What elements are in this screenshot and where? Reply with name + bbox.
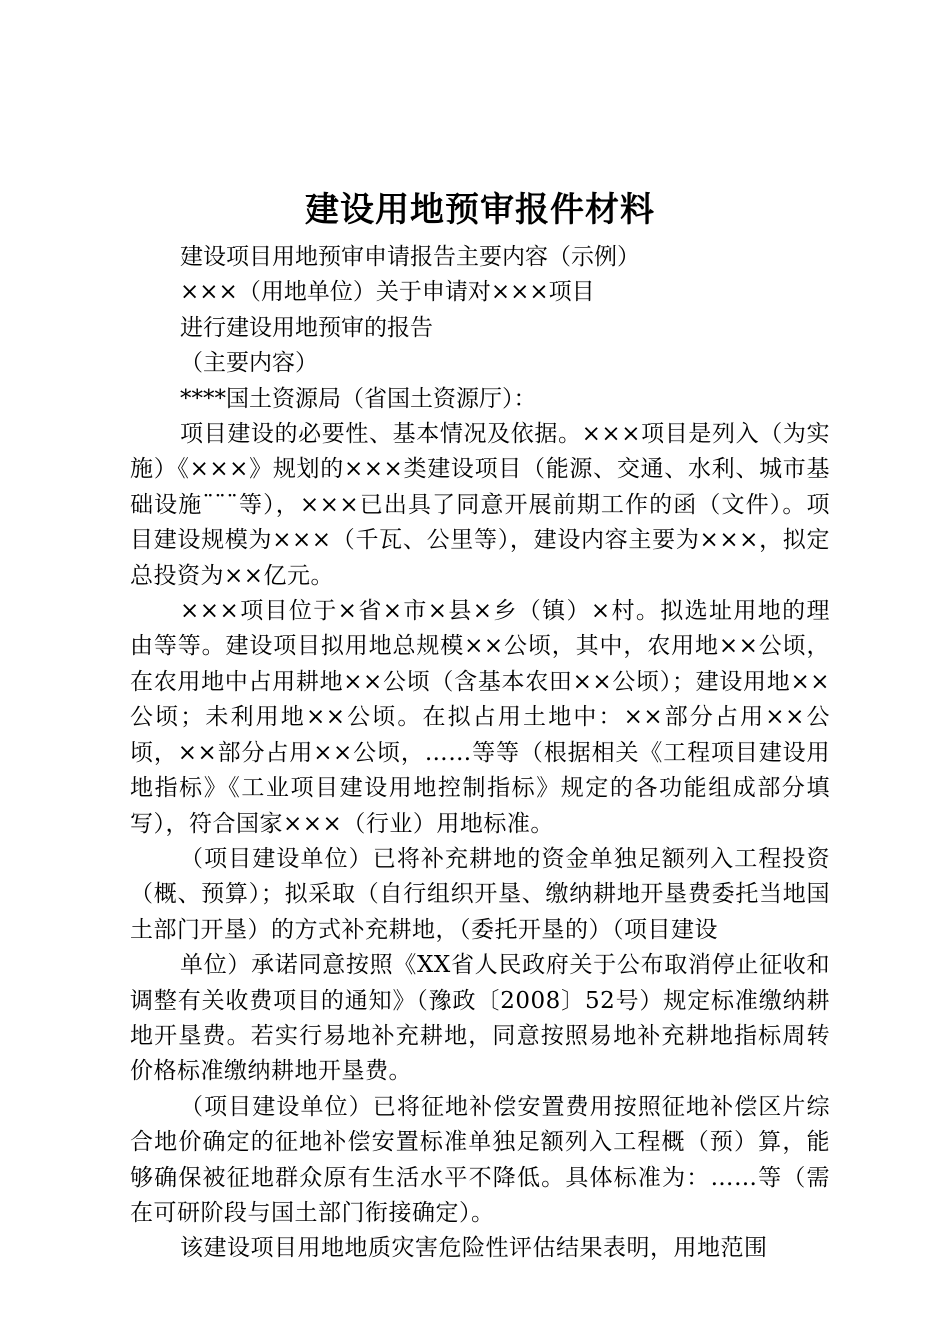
heading-line-2: ×××（用地单位）关于申请对×××项目 bbox=[180, 279, 595, 306]
addressee-line: ****国土资源局（省国土资源厅）： bbox=[180, 385, 537, 412]
paragraph-4: 单位）承诺同意按照《XX省人民政府关于公布取消停止征收和调整有关收费项目的通知》（豫政〔2008〕52号）规定标准缴纳耕地开垦费。若实行易地补充耕地，同意按照易地补充耕地指标周转价格标准缴纳耕地开垦费。 bbox=[130, 952, 830, 1085]
document-title: 建设用地预审报件材料 bbox=[305, 190, 655, 230]
heading-line-3: 进行建设用地预审的报告 bbox=[180, 314, 433, 341]
paragraph-2: ×××项目位于×省×市×县×乡（镇）×村。拟选址用地的理由等等。建设项目拟用地总规模××公顷，其中，农用地××公顷，在农用地中占用耕地××公顷（含基本农田××公顷）；建设用地××公顷；未利用地××公顷。在拟占用土地中：××部分占用××公顷，××部分占用××公顷，……等等（根据相关《工程项目建设用地指标》《工业项目建设用地控制指标》规定的各功能组成部分填写），符合国家×××（行业）用地标准。 bbox=[130, 598, 830, 837]
paragraph-1: 项目建设的必要性、基本情况及依据。×××项目是列入（为实施）《×××》规划的×××类建设项目（能源、交通、水利、城市基础设施¨¨¨等），×××已出具了同意开展前期工作的函（文件）。项目建设规模为×××（千瓦、公里等），建设内容主要为×××，拟定总投资为××亿元。 bbox=[130, 421, 830, 589]
paragraph-5: （项目建设单位）已将征地补偿安置费用按照征地补偿区片综合地价确定的征地补偿安置标准单独足额列入工程概（预）算，能够确保被征地群众原有生活水平不降低。具体标准为：……等（需在可研阶段与国土部门衔接确定）。 bbox=[130, 1093, 830, 1226]
heading-line-4: （主要内容） bbox=[180, 350, 318, 377]
paragraph-3: （项目建设单位）已将补充耕地的资金单独足额列入工程投资（概、预算）；拟采取（自行组织开垦、缴纳耕地开垦费委托当地国土部门开垦）的方式补充耕地，（委托开垦的）（项目建设 bbox=[130, 845, 830, 943]
heading-line-1: 建设项目用地预审申请报告主要内容（示例） bbox=[180, 244, 640, 270]
paragraph-6: 该建设项目用地地质灾害危险性评估结果表明，用地范围 bbox=[180, 1235, 768, 1262]
document-page bbox=[130, 180, 830, 1267]
